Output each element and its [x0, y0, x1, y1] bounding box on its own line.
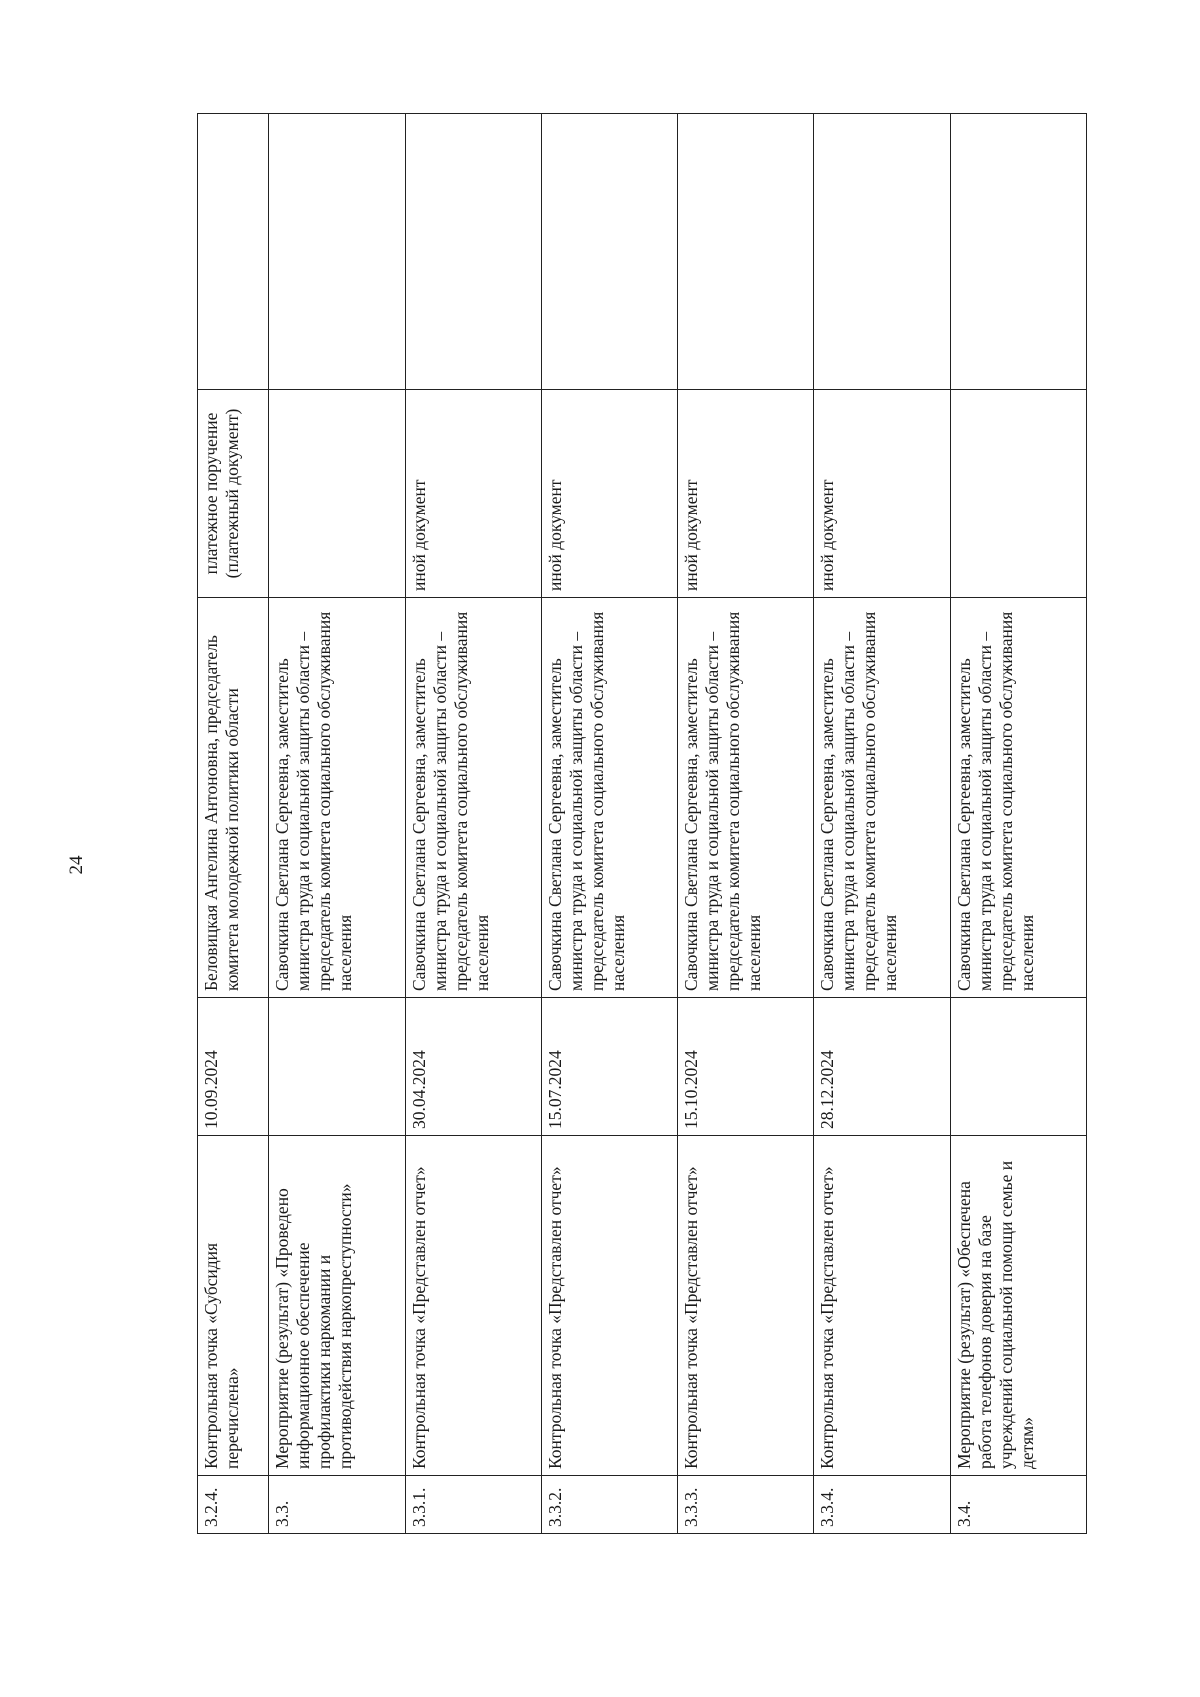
table-row — [541, 114, 677, 1534]
document-type: иной документ — [541, 390, 677, 598]
event-name: Контрольная точка «Представлен отчет» — [678, 1136, 814, 1476]
event-name: Контрольная точка «Субсидия перечислена» — [198, 1136, 269, 1476]
responsible-person: Савочкина Светлана Сергеевна, заместитель министра труда и социальной защиты области – председатель комитета социального обслуживания населения — [269, 598, 405, 998]
document-type — [950, 390, 1086, 598]
extra-cell — [541, 114, 677, 390]
due-date — [950, 998, 1086, 1136]
event-name: Мероприятие (результат) «Проведено информационное обеспечение профилактики наркомании и противодействия наркопреступности» — [269, 1136, 405, 1476]
row-number: 3.3.1. — [405, 1476, 541, 1534]
document-type: иной документ — [814, 390, 950, 598]
document-type: иной документ — [678, 390, 814, 598]
document-type — [269, 390, 405, 598]
event-name: Контрольная точка «Представлен отчет» — [405, 1136, 541, 1476]
table-row — [269, 114, 405, 1534]
event-name: Контрольная точка «Представлен отчет» — [814, 1136, 950, 1476]
table-row — [405, 114, 541, 1534]
row-number: 3.4. — [950, 1476, 1086, 1534]
due-date: 15.10.2024 — [678, 998, 814, 1136]
table-row — [678, 114, 814, 1534]
plan-table — [197, 113, 1087, 1534]
row-number: 3.2.4. — [198, 1476, 269, 1534]
document-type: иной документ — [405, 390, 541, 598]
responsible-person: Савочкина Светлана Сергеевна, заместитель министра труда и социальной защиты области – председатель комитета социального обслуживания населения — [814, 598, 950, 998]
event-name: Мероприятие (результат) «Обеспечена работа телефонов доверия на базе учреждений социальной помощи семье и детям» — [950, 1136, 1086, 1476]
event-name: Контрольная точка «Представлен отчет» — [541, 1136, 677, 1476]
responsible-person: Савочкина Светлана Сергеевна, заместитель министра труда и социальной защиты области – председатель комитета социального обслуживания населения — [405, 598, 541, 998]
responsible-person: Савочкина Светлана Сергеевна, заместитель министра труда и социальной защиты области – председатель комитета социального обслуживания населения — [678, 598, 814, 998]
page-number: 24 — [66, 855, 87, 875]
row-number: 3.3.2. — [541, 1476, 677, 1534]
extra-cell — [814, 114, 950, 390]
extra-cell — [950, 114, 1086, 390]
due-date: 10.09.2024 — [198, 998, 269, 1136]
row-number: 3.3. — [269, 1476, 405, 1534]
table-row — [950, 114, 1086, 1534]
responsible-person: Беловицкая Ангелина Антоновна, председатель комитета молодежной политики области — [198, 598, 269, 998]
responsible-person: Савочкина Светлана Сергеевна, заместитель министра труда и социальной защиты области – председатель комитета социального обслуживания населения — [541, 598, 677, 998]
table-row — [198, 114, 269, 1534]
row-number: 3.3.3. — [678, 1476, 814, 1534]
row-number: 3.3.4. — [814, 1476, 950, 1534]
due-date: 28.12.2024 — [814, 998, 950, 1136]
extra-cell — [198, 114, 269, 390]
due-date: 15.07.2024 — [541, 998, 677, 1136]
extra-cell — [405, 114, 541, 390]
extra-cell — [269, 114, 405, 390]
table-row — [814, 114, 950, 1534]
due-date: 30.04.2024 — [405, 998, 541, 1136]
document-type: платежное поручение (платежный документ) — [198, 390, 269, 598]
extra-cell — [678, 114, 814, 390]
due-date — [269, 998, 405, 1136]
plan-table-wrapper — [197, 114, 1087, 1534]
responsible-person: Савочкина Светлана Сергеевна, заместитель министра труда и социальной защиты области – председатель комитета социального обслуживания населения — [950, 598, 1086, 998]
